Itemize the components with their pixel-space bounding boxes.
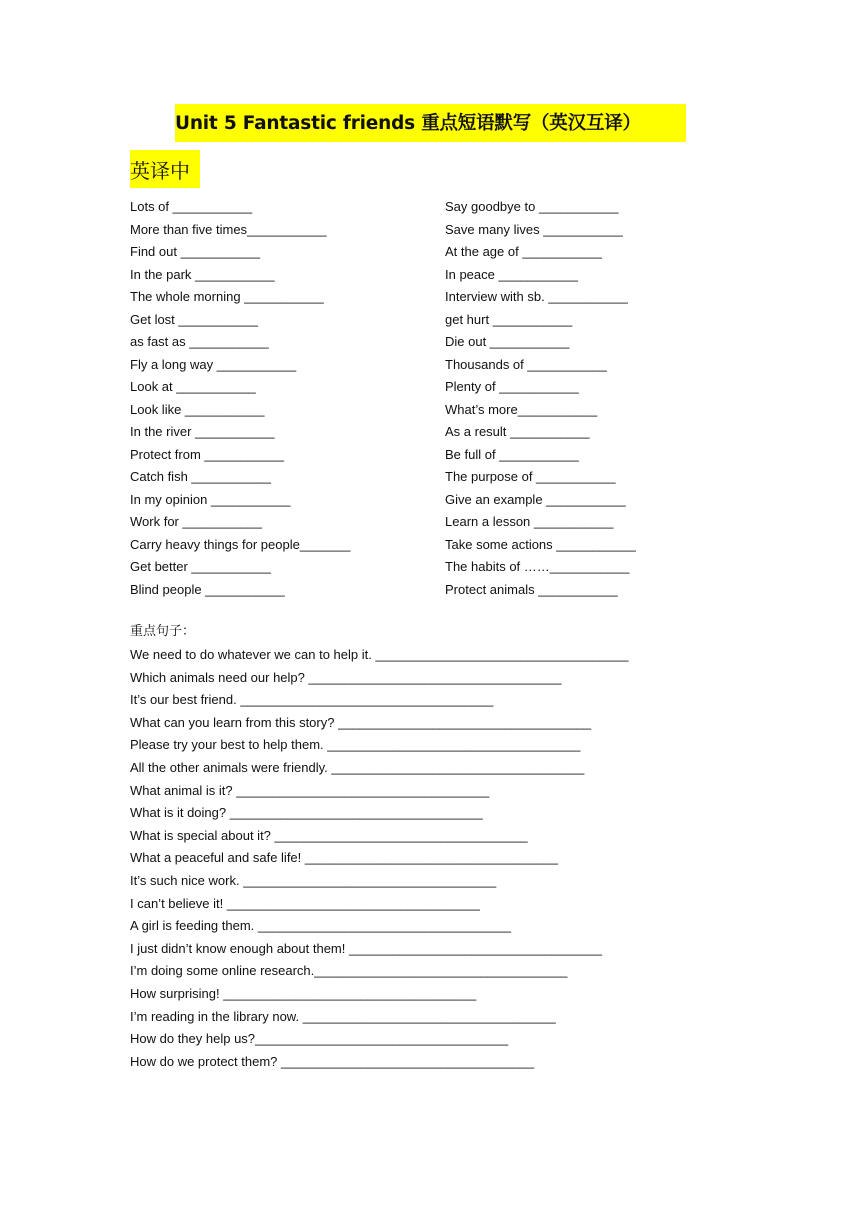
phrase-item: In peace ___________ (445, 266, 579, 282)
sentence-item: I’m reading in the library now. ___________________________________ (130, 1008, 556, 1024)
phrase-item: Be full of ___________ (445, 446, 579, 462)
key-sentences-label: 重点句子： (130, 624, 196, 639)
phrase-item: Interview with sb. ___________ (445, 289, 628, 304)
phrase-item: Catch fish ___________ (130, 469, 271, 484)
phrase-item: In the river ___________ (130, 424, 275, 439)
phrase-item: Give an example ___________ (445, 491, 626, 507)
phrase-item: Learn a lesson ___________ (445, 514, 614, 529)
phrase-item: Carry heavy things for people_______ (130, 536, 351, 552)
sentence-item: How do we protect them? ___________________________________ (130, 1053, 535, 1069)
phrase-item: The whole morning ___________ (130, 289, 324, 304)
phrase-item: As a result ___________ (445, 424, 590, 439)
phrase-item: Find out ___________ (130, 244, 261, 259)
sentence-item: I just didn’t know enough about them! ___________________________________ (130, 940, 603, 956)
sentence-item: All the other animals were friendly. ___________________________________ (130, 759, 585, 775)
phrase-item: Get lost ___________ (130, 311, 258, 327)
phrase-item: Lots of ___________ (130, 199, 253, 214)
phrase-item: At the age of ___________ (445, 244, 602, 259)
key-sentences-list (130, 644, 730, 1073)
phrase-item: Say goodbye to ___________ (445, 199, 619, 214)
phrase-item: Work for ___________ (130, 514, 263, 529)
sentence-item: We need to do whatever we can to help it. ___________________________________ (130, 647, 629, 662)
phrase-item: Protect from ___________ (130, 446, 284, 462)
sentence-item: I’m doing some online research.___________________________________ (130, 963, 568, 979)
section-heading-en-to-zh: 英译中 (130, 150, 200, 188)
phrase-item: Save many lives ___________ (445, 221, 623, 237)
phrase-item: What’s more___________ (445, 401, 598, 417)
phrase-item: More than five times___________ (130, 221, 327, 237)
sentence-item: What animal is it? ___________________________________ (130, 782, 490, 798)
phrase-item: Die out ___________ (445, 334, 570, 349)
sentence-item: What can you learn from this story? ___________________________________ (130, 714, 592, 730)
sentence-item: Which animals need our help? ___________________________________ (130, 669, 562, 685)
phrase-item: Take some actions ___________ (445, 536, 636, 552)
phrase-item: Fly a long way ___________ (130, 356, 297, 372)
phrase-item: Look at ___________ (130, 379, 256, 394)
phrase-item: In the park ___________ (130, 266, 275, 282)
phrase-item: In my opinion ___________ (130, 491, 291, 507)
sentence-item: How do they help us?___________________________________ (130, 1031, 509, 1047)
phrase-item: Look like ___________ (130, 401, 265, 417)
sentence-item: It’s our best friend. ___________________________________ (130, 692, 494, 708)
sentence-item: Please try your best to help them. ___________________________________ (130, 737, 581, 753)
worksheet-title: Unit 5 Fantastic friends 重点短语默写（英汉互译） (175, 104, 686, 142)
phrase-item: Protect animals ___________ (445, 581, 618, 597)
phrase-column-right (445, 196, 765, 601)
phrase-item: The purpose of ___________ (445, 469, 616, 484)
sentence-item: What is special about it? ___________________________________ (130, 827, 528, 843)
phrase-item: Plenty of ___________ (445, 379, 579, 394)
phrase-column-left (130, 196, 450, 601)
phrase-item: get hurt ___________ (445, 311, 573, 327)
sentence-item: A girl is feeding them. ___________________________________ (130, 918, 511, 934)
sentence-item: How surprising! ___________________________________ (130, 985, 477, 1001)
sentence-item: What is it doing? ___________________________________ (130, 805, 483, 821)
phrase-item: Get better ___________ (130, 559, 271, 574)
phrase-item: Thousands of ___________ (445, 356, 607, 372)
phrase-item: Blind people ___________ (130, 581, 285, 597)
phrase-item: The habits of ……___________ (445, 559, 630, 574)
sentence-item: It’s such nice work. ___________________________________ (130, 872, 497, 888)
sentence-item: What a peaceful and safe life! ___________________________________ (130, 850, 558, 866)
sentence-item: I can’t believe it! ___________________________________ (130, 895, 480, 911)
phrase-item: as fast as ___________ (130, 334, 269, 349)
